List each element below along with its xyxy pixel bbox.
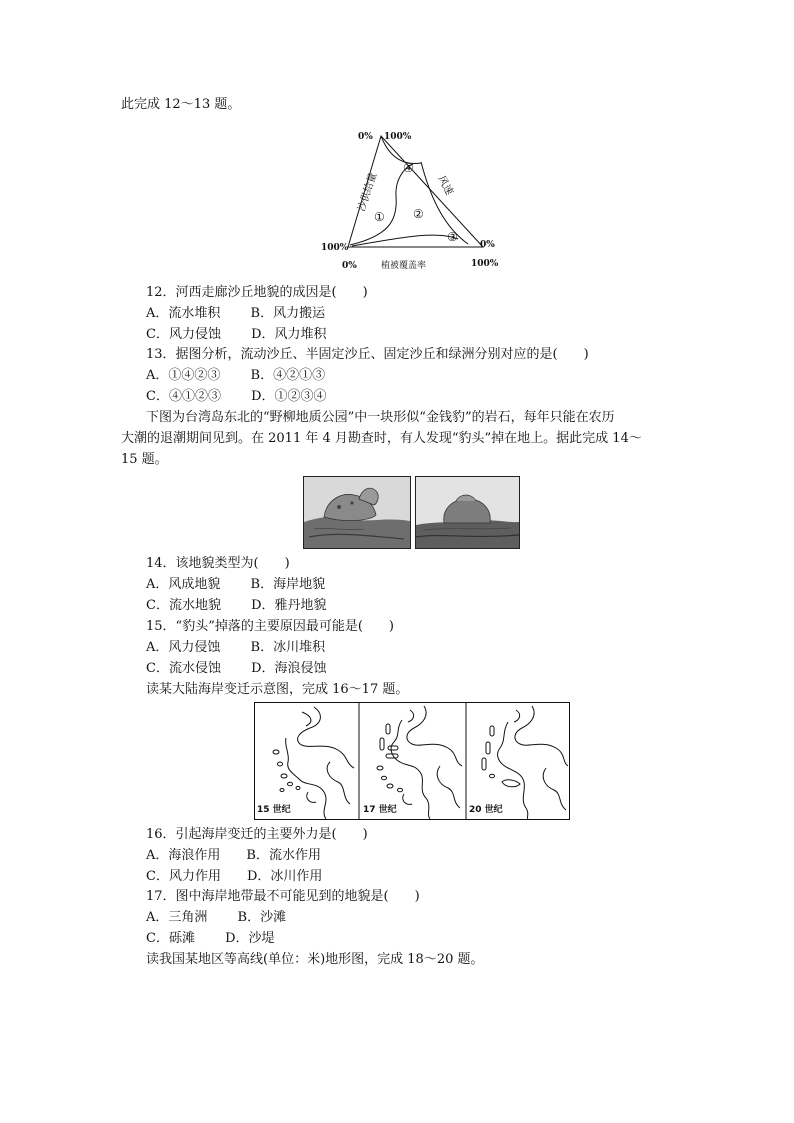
q16-stem: 16．引起海岸变迁的主要外力是( ) (146, 827, 368, 842)
intro-q12-13: 此完成 12～13 题。 (121, 97, 241, 112)
q17-options-cd: C．砾滩 D．沙堤 (146, 931, 275, 946)
rock-photo-right (415, 476, 520, 549)
label-top-right: 100% (384, 132, 412, 142)
label-left-side: 沙供给量 (356, 171, 380, 213)
q17-options-ab: A．三角洲 B．沙滩 (146, 910, 287, 925)
coast-panel-20c (482, 706, 568, 819)
q12-stem: 12．河西走廊沙丘地貌的成因是( ) (146, 285, 368, 300)
q13-options-ab: A．①④②③ B．④②①③ (146, 368, 326, 383)
label-br-bottom: 100% (471, 259, 499, 269)
q16-options-cd: C．风力作用 D．冰川作用 (146, 869, 323, 884)
q15-options-ab: A．风力侵蚀 B．冰川堆积 (146, 640, 326, 655)
q13-options-cd: C．④①②③ D．①②③④ (146, 389, 327, 404)
label-br-top: 0% (480, 240, 495, 250)
zone-label-2: ② (413, 207, 424, 221)
q14-stem: 14．该地貌类型为( ) (146, 556, 290, 571)
label-right-side: 风速 (435, 174, 455, 198)
q12-options-ab: A．流水堆积 B．风力搬运 (146, 306, 326, 321)
q12-options-cd: C．风力侵蚀 D．风力堆积 (146, 327, 327, 342)
zone-boundary-2-3 (352, 235, 458, 246)
q14-options-cd: C．流水地貌 D．雅丹地貌 (146, 598, 327, 613)
intro-q14-15-line3: 15 题。 (121, 452, 168, 467)
intro-q18-20: 读我国某地区等高线(单位：米)地形图，完成 18～20 题。 (146, 952, 484, 967)
coast-panel-17c (377, 706, 462, 819)
intro-q14-15-line2: 大潮的退潮期间见到。在 2011 年 4 月勘查时，有人发现“豹头”掉在地上。据此完成 14～ (121, 431, 642, 446)
q15-stem: 15．“豹头”掉落的主要原因最可能是( ) (146, 619, 394, 634)
q16-options-ab: A．海浪作用 B．流水作用 (146, 848, 321, 863)
label-top-left: 0% (358, 132, 373, 142)
caption-15c: 15 世纪 (257, 805, 291, 815)
caption-17c: 17 世纪 (363, 805, 397, 815)
caption-20c: 20 世纪 (469, 805, 503, 815)
zone-label-1: ① (374, 210, 385, 224)
triangle-diagram (318, 126, 500, 272)
q13-stem: 13．据图分析，流动沙丘、半固定沙丘、固定沙丘和绿洲分别对应的是( ) (146, 347, 589, 362)
intro-q14-15-line1: 下图为台湾岛东北的“野柳地质公园”中一块形似“金钱豹”的岩石，每年只能在农历 (146, 410, 615, 425)
label-bottom: 植被覆盖率 (381, 261, 427, 271)
intro-q16-17: 读某大陆海岸变迁示意图，完成 16～17 题。 (146, 682, 409, 697)
label-bl-top: 100% (321, 243, 349, 253)
rock-photo-left (303, 476, 411, 549)
q17-stem: 17．图中海岸地带最不可能见到的地貌是( ) (146, 889, 420, 904)
label-bl-bottom: 0% (342, 261, 357, 271)
coast-change-diagram (254, 702, 570, 820)
zone-label-4: ④ (403, 161, 414, 175)
q15-options-cd: C．流水侵蚀 D．海浪侵蚀 (146, 661, 327, 676)
zone-label-3: ③ (447, 230, 458, 244)
coast-panel-15c (273, 707, 354, 819)
q14-options-ab: A．风成地貌 B．海岸地貌 (146, 577, 326, 592)
